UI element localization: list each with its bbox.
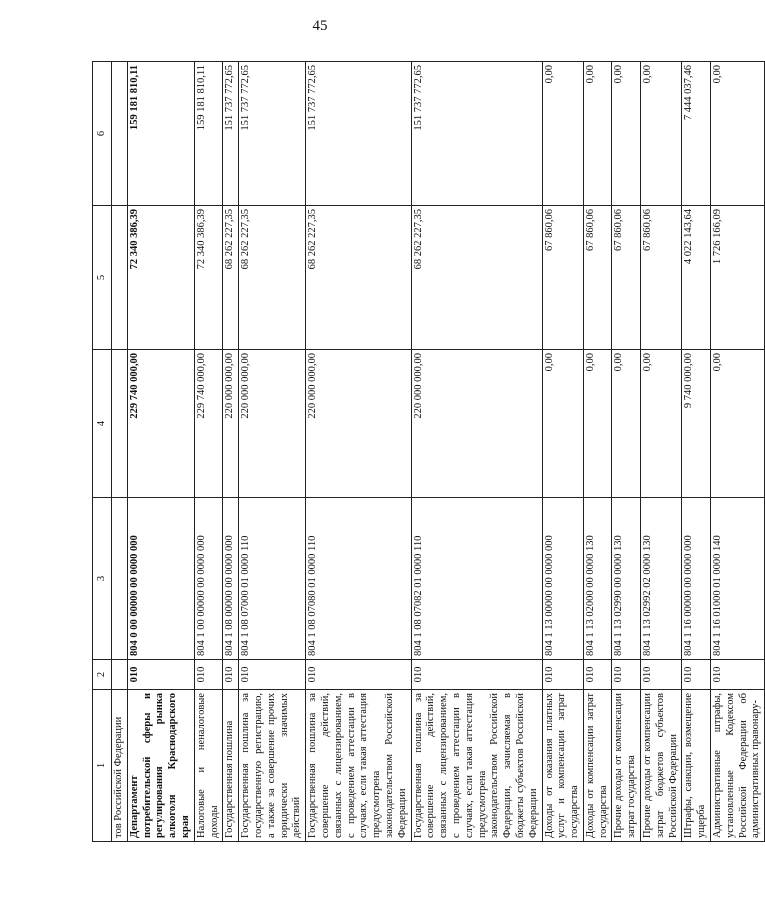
row-name-cell: Доходы от компенсации затрат государства [583, 690, 612, 842]
row-remaining-cell: 151 737 772,65 [306, 62, 411, 206]
row-remaining-cell: 0,00 [641, 62, 682, 206]
row-name-cell: Налоговые и неналоговые доходы [194, 690, 223, 842]
table-row [612, 62, 641, 842]
table-row [542, 62, 583, 842]
row-line-code-cell: 010 [411, 660, 542, 690]
row-planned-cell: 0,00 [583, 350, 612, 498]
row-remaining-cell: 159 181 810,11 [194, 62, 223, 206]
row-budget-code-cell: 804 1 13 00000 00 0000 000 [542, 498, 583, 660]
row-executed-cell: 67 860,06 [612, 206, 641, 350]
table-row [411, 62, 542, 842]
rotated-table-area [92, 62, 762, 842]
row-line-code-cell: 010 [127, 660, 194, 690]
row-executed-cell: 68 262 227,35 [306, 206, 411, 350]
row-line-code-cell: 010 [711, 660, 765, 690]
page-number: 45 [312, 18, 328, 34]
header-cell: 1 [93, 690, 112, 842]
row-name-cell: тов Российской Федерации [112, 690, 128, 842]
row-planned-cell: 9 740 000,00 [682, 350, 711, 498]
row-budget-code-cell: 804 1 00 00000 00 0000 000 [194, 498, 223, 660]
row-line-code-cell: 010 [583, 660, 612, 690]
row-name-cell: Прочие доходы от компенсации затрат бюджетов субъектов Российской Федерации [641, 690, 682, 842]
table-body [112, 62, 765, 842]
row-planned-cell: 0,00 [542, 350, 583, 498]
row-name-cell: Доходы от оказания платных услуг и компенсации затрат государства [542, 690, 583, 842]
row-planned-cell: 229 740 000,00 [194, 350, 223, 498]
table-row [239, 62, 306, 842]
header-row [93, 62, 112, 842]
row-executed-cell: 68 262 227,35 [411, 206, 542, 350]
row-budget-code-cell: 804 1 08 07080 01 0000 110 [306, 498, 411, 660]
row-planned-cell: 0,00 [641, 350, 682, 498]
table-row [583, 62, 612, 842]
row-name-cell: Государственная пошлина за совершение действий, связанных с лицензированием, с проведением аттестации в случаях, если такая аттестация предусмотрена законодательством Российской Федерации [306, 690, 411, 842]
row-executed-cell: 67 860,06 [583, 206, 612, 350]
row-line-code-cell: 010 [612, 660, 641, 690]
row-executed-cell: 1 726 166,09 [711, 206, 765, 350]
row-budget-code-cell: 804 1 13 02990 00 0000 130 [612, 498, 641, 660]
row-budget-code-cell: 804 1 08 07000 01 0000 110 [239, 498, 306, 660]
row-planned-cell: 220 000 000,00 [306, 350, 411, 498]
rotated-table-frame [92, 62, 762, 842]
row-budget-code-cell: 804 1 13 02992 02 0000 130 [641, 498, 682, 660]
row-name-cell: Департамент потребительской сферы и регулирования рынка алкоголя Краснодарского края [127, 690, 194, 842]
row-name-cell: Административные штрафы, установленные Кодексом Российской Федерации об административных правонару- [711, 690, 765, 842]
row-line-code-cell: 010 [223, 660, 239, 690]
row-planned-cell: 0,00 [612, 350, 641, 498]
row-executed-cell [112, 206, 128, 350]
table-row [223, 62, 239, 842]
row-planned-cell: 220 000 000,00 [239, 350, 306, 498]
row-budget-code-cell: 804 1 08 07082 01 0000 110 [411, 498, 542, 660]
row-remaining-cell: 7 444 037,46 [682, 62, 711, 206]
row-line-code-cell: 010 [194, 660, 223, 690]
row-budget-code-cell: 804 1 13 02000 00 0000 130 [583, 498, 612, 660]
row-executed-cell: 72 340 386,39 [194, 206, 223, 350]
row-planned-cell: 220 000 000,00 [411, 350, 542, 498]
budget-table [92, 61, 765, 842]
row-executed-cell: 67 860,06 [542, 206, 583, 350]
row-remaining-cell: 0,00 [583, 62, 612, 206]
row-budget-code-cell [112, 498, 128, 660]
row-budget-code-cell: 804 1 08 00000 00 0000 000 [223, 498, 239, 660]
row-name-cell: Государственная пошлина [223, 690, 239, 842]
row-remaining-cell: 0,00 [542, 62, 583, 206]
row-line-code-cell: 010 [239, 660, 306, 690]
row-name-cell: Прочие доходы от компенсации затрат государства [612, 690, 641, 842]
row-remaining-cell: 151 737 772,65 [411, 62, 542, 206]
table-row [127, 62, 194, 842]
table-row [711, 62, 765, 842]
header-cell: 5 [93, 206, 112, 350]
row-executed-cell: 67 860,06 [641, 206, 682, 350]
row-line-code-cell [112, 660, 128, 690]
row-line-code-cell: 010 [682, 660, 711, 690]
row-budget-code-cell: 804 0 00 00000 00 0000 000 [127, 498, 194, 660]
row-line-code-cell: 010 [306, 660, 411, 690]
header-cell: 4 [93, 350, 112, 498]
row-remaining-cell: 151 737 772,65 [239, 62, 306, 206]
table-row [641, 62, 682, 842]
table-row [194, 62, 223, 842]
row-executed-cell: 68 262 227,35 [239, 206, 306, 350]
row-budget-code-cell: 804 1 16 01000 01 0000 140 [711, 498, 765, 660]
row-planned-cell: 220 000 000,00 [223, 350, 239, 498]
row-executed-cell: 72 340 386,39 [127, 206, 194, 350]
row-name-cell: Государственная пошлина за совершение действий, связанных с лицензированием, с проведением аттестации в случаях, если такая аттестация предусмотрена законодательством Российской Федерации, зачисляемая в бюджеты субъектов Российской Федерации [411, 690, 542, 842]
table-row [112, 62, 128, 842]
row-remaining-cell [112, 62, 128, 206]
row-line-code-cell: 010 [542, 660, 583, 690]
header-cell: 6 [93, 62, 112, 206]
row-planned-cell: 0,00 [711, 350, 765, 498]
row-executed-cell: 4 022 143,64 [682, 206, 711, 350]
row-planned-cell [112, 350, 128, 498]
row-remaining-cell: 0,00 [711, 62, 765, 206]
header-cell: 2 [93, 660, 112, 690]
row-budget-code-cell: 804 1 16 00000 00 0000 000 [682, 498, 711, 660]
row-name-cell: Государственная пошлина за государственную регистрацию, а также за совершение прочих юридически значимых действий [239, 690, 306, 842]
row-planned-cell: 229 740 000,00 [127, 350, 194, 498]
row-remaining-cell: 151 737 772,65 [223, 62, 239, 206]
table-row [682, 62, 711, 842]
row-executed-cell: 68 262 227,35 [223, 206, 239, 350]
row-line-code-cell: 010 [641, 660, 682, 690]
table-row [306, 62, 411, 842]
row-remaining-cell: 0,00 [612, 62, 641, 206]
row-remaining-cell: 159 181 810,11 [127, 62, 194, 206]
row-name-cell: Штрафы, санкции, возмещение ущерба [682, 690, 711, 842]
header-cell: 3 [93, 498, 112, 660]
